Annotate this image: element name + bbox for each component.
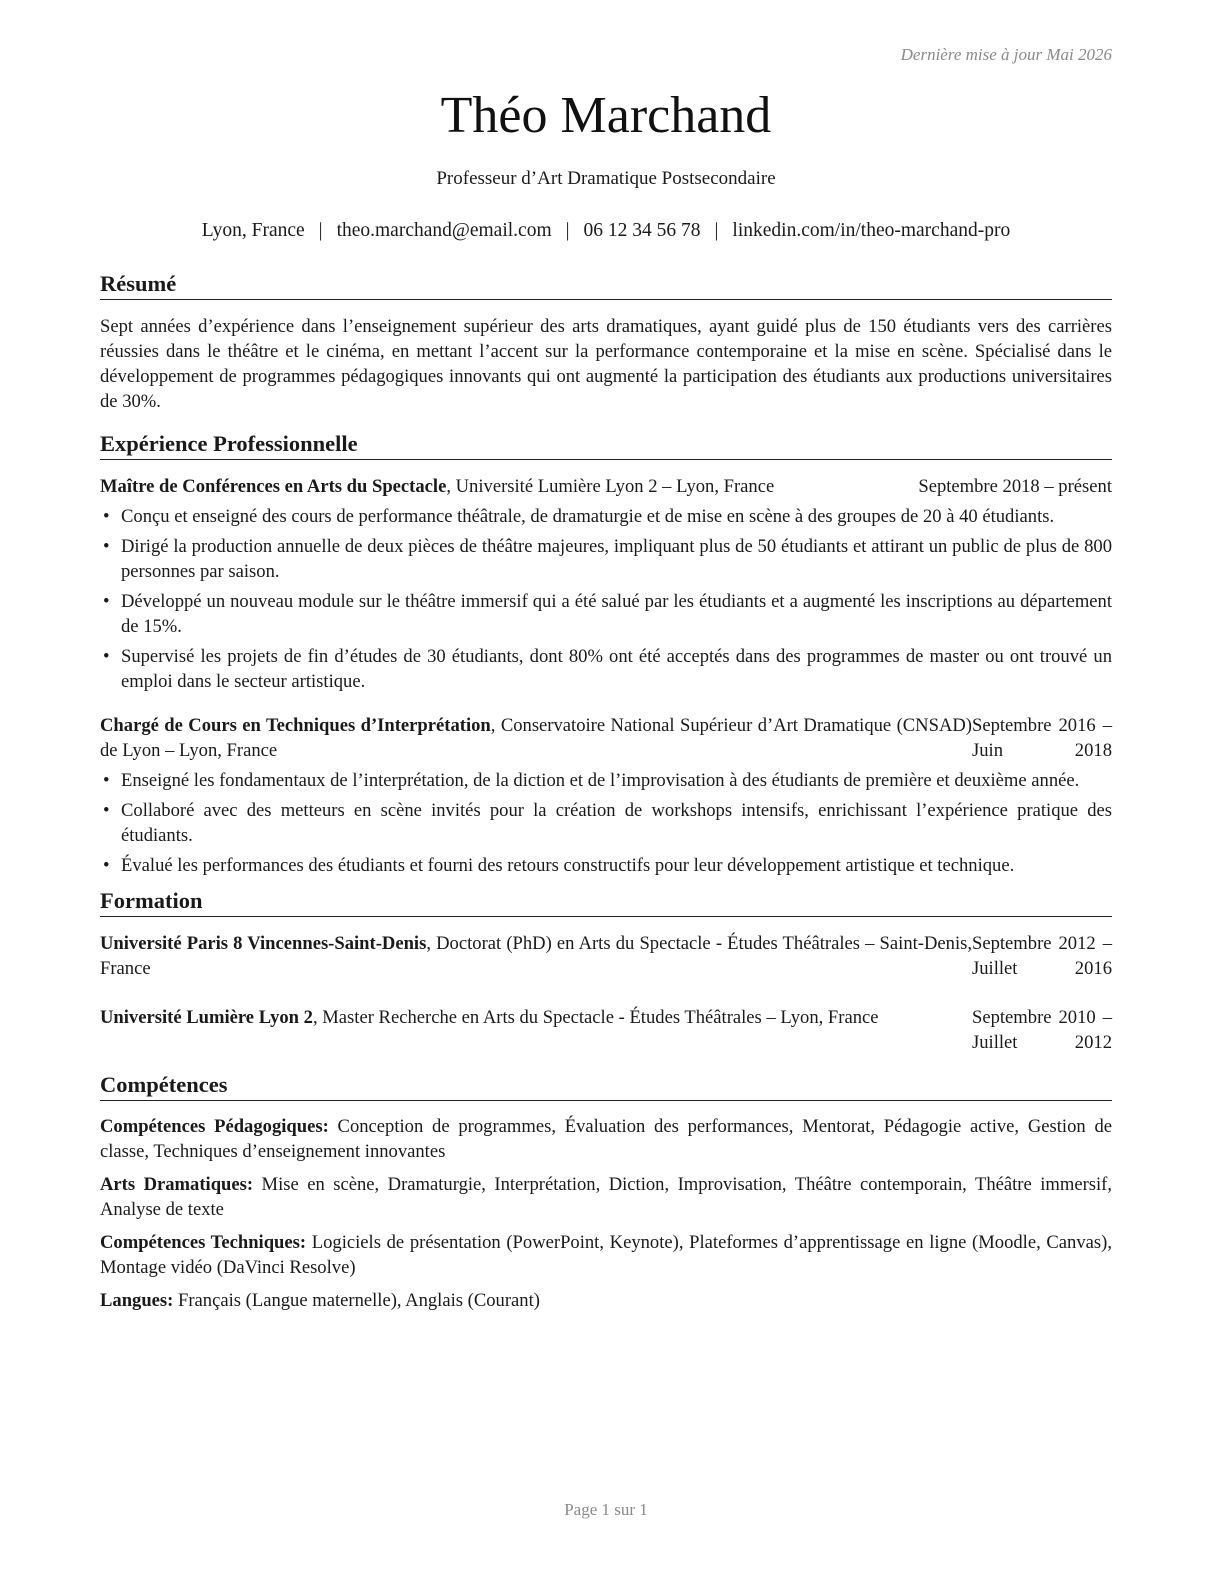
education-school: Université Lumière Lyon 2 — [100, 1007, 313, 1028]
skill-value: Français (Langue maternelle), Anglais (Courant) — [173, 1290, 540, 1311]
resume-page — [100, 0, 1112, 1584]
candidate-name: Théo Marchand — [440, 87, 772, 144]
education-line — [100, 931, 972, 981]
education-detail: , Master Recherche en Arts du Spectacle - Études Théâtrales – Lyon, France — [312, 1007, 879, 1028]
education-heading: Formation — [100, 887, 1112, 917]
contact-separator: | — [565, 220, 570, 241]
job-bullet: • Supervisé les projets de fin d’études de 30 étudiants, dont 80% ont été acceptés dans des programmes de master ou ont trouvé un emploi dans le secteur artistique. — [100, 644, 1112, 694]
skill-line — [100, 1114, 1112, 1164]
contact-separator: | — [714, 220, 719, 241]
candidate-title: Professeur d’Art Dramatique Postsecondaire — [436, 168, 776, 189]
job-bullet: • Collaboré avec des metteurs en scène invités pour la création de workshops intensifs, enrichissant l’expérience pratique des étudiants. — [100, 798, 1112, 848]
contact-linkedin[interactable]: linkedin.com/in/theo-marchand-pro — [732, 220, 1011, 241]
education-line — [100, 1005, 972, 1030]
job-header — [100, 474, 1112, 499]
education-detail: , Doctorat (PhD) en Arts du Spectacle - Études Théâtrales – Saint-Denis, France — [100, 933, 973, 979]
education-dates: Septembre 2012 – Juillet 2016 — [972, 933, 1112, 979]
summary-heading: Résumé — [100, 270, 1112, 300]
skill-label: Arts Dramatiques: — [100, 1174, 254, 1195]
summary-text: Sept années d’expérience dans l’enseignement supérieur des arts dramatiques, ayant guidé plus de 150 étudiants vers des carrières réussies dans le théâtre et le cinéma, en mettant l’accent sur la performance contemporaine et la mise en scène. Spécialisé dans le développement de programmes pédagogiques innovants qui ont augmenté la participation des étudiants aux productions universitaires de 30%. — [100, 316, 1112, 412]
education-entry — [100, 931, 1112, 981]
skill-value: Mise en scène, Dramaturgie, Interprétation, Diction, Improvisation, Théâtre contemporain, Théâtre immersif, Analyse de texte — [100, 1174, 1112, 1220]
job-dates: Septembre 2016 – Juin 2018 — [972, 715, 1112, 761]
skill-value: Conception de programmes, Évaluation des performances, Mentorat, Pédagogie active, Gestion de classe, Techniques d’enseignement innovantes — [100, 1116, 1112, 1162]
job-bullet: • Développé un nouveau module sur le théâtre immersif qui a été salué par les étudiants et a augmenté les inscriptions au département de 15%. — [100, 589, 1112, 639]
skill-line — [100, 1172, 1112, 1222]
skills-heading: Compétences — [100, 1071, 1112, 1101]
job-role: Maître de Conférences en Arts du Spectacle — [100, 476, 447, 497]
contact-phone[interactable]: 06 12 34 56 78 — [583, 220, 701, 241]
resume-content — [100, 270, 1112, 1313]
skill-value: Logiciels de présentation (PowerPoint, Keynote), Plateformes d’apprentissage en ligne (Moodle, Canvas), Montage vidéo (DaVinci Resolve) — [100, 1232, 1112, 1278]
job-bullet: • Dirigé la production annuelle de deux pièces de théâtre majeures, impliquant plus de 50 étudiants et attirant un public de plus de 800 personnes par saison. — [100, 534, 1112, 584]
job-bullet: • Conçu et enseigné des cours de performance théâtrale, de dramaturgie et de mise en scène à des groupes de 20 à 40 étudiants. — [100, 504, 1112, 529]
job-organization: , Conservatoire National Supérieur d’Art Dramatique (CNSAD) de Lyon – Lyon, France — [100, 715, 972, 761]
education-entry — [100, 1005, 1112, 1055]
job-role: Chargé de Cours en Techniques d’Interprétation — [100, 715, 491, 736]
skill-line — [100, 1230, 1112, 1280]
job-title-line — [100, 713, 972, 763]
job-organization: , Université Lumière Lyon 2 – Lyon, France — [446, 476, 775, 497]
skill-label: Langues: — [100, 1290, 174, 1311]
job-title-line — [100, 474, 900, 499]
contact-line — [100, 218, 1112, 244]
job-header — [100, 713, 1112, 763]
job-bullet: • Évalué les performances des étudiants et fourni des retours constructifs pour leur développement artistique et technique. — [100, 853, 1112, 878]
education-dates: Septembre 2010 – Juillet 2012 — [972, 1007, 1112, 1053]
contact-location: Lyon, France — [201, 220, 305, 241]
page-number: Page 1 sur 1 — [564, 1500, 648, 1519]
experience-heading: Expérience Professionnelle — [100, 430, 1112, 460]
job-bullet: • Enseigné les fondamentaux de l’interprétation, de la diction et de l’improvisation à des étudiants de première et deuxième année. — [100, 768, 1112, 793]
skill-label: Compétences Pédagogiques: — [100, 1116, 329, 1137]
education-school: Université Paris 8 Vincennes-Saint-Denis — [100, 933, 427, 954]
skill-label: Compétences Techniques: — [100, 1232, 307, 1253]
contact-separator: | — [318, 220, 323, 241]
job-bullets — [100, 768, 1112, 878]
job-bullets — [100, 504, 1112, 694]
last-updated: Dernière mise à jour Mai 2026 — [900, 45, 1112, 64]
skill-line — [100, 1288, 1112, 1313]
job-dates: Septembre 2018 – présent — [918, 476, 1112, 497]
contact-email[interactable]: theo.marchand@email.com — [336, 220, 552, 241]
